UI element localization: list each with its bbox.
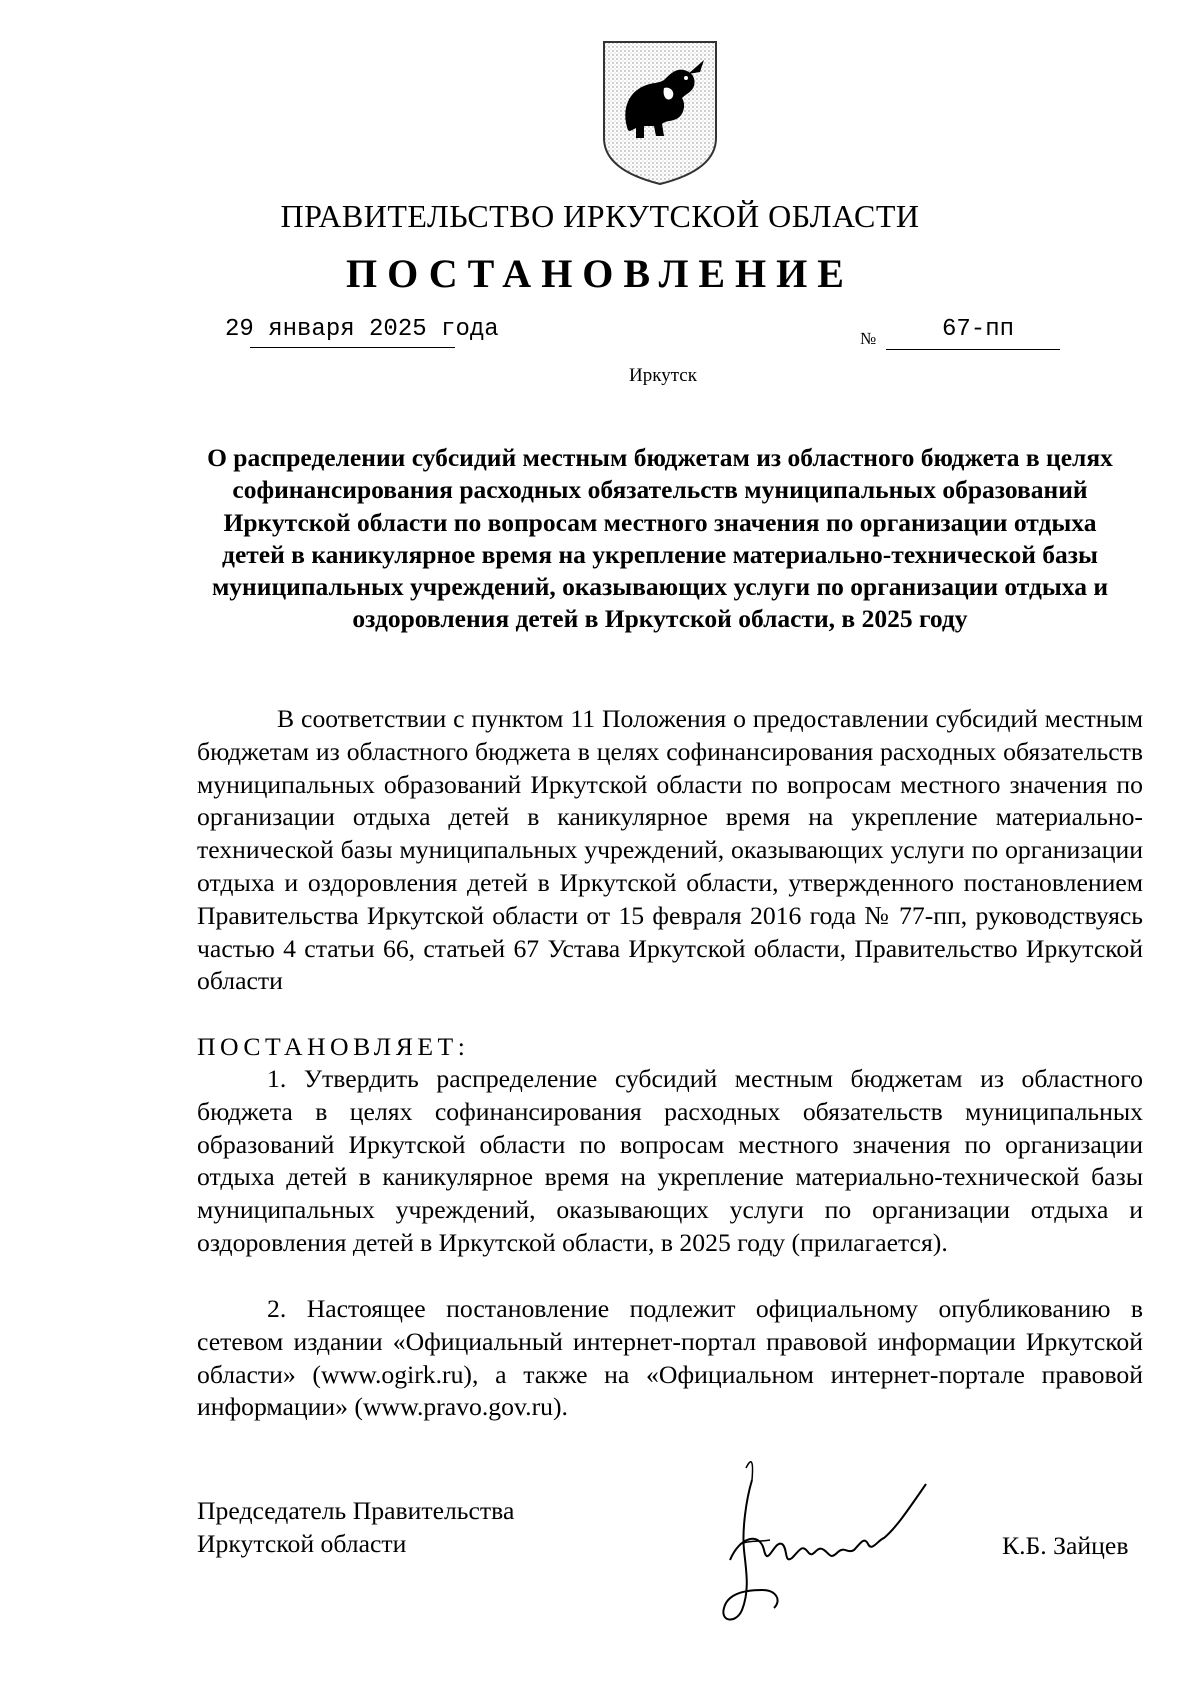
document-type: ПОСТАНОВЛЕНИЕ — [346, 251, 854, 296]
date-underline — [250, 347, 455, 348]
signatory-name: К.Б. Зайцев — [1002, 1531, 1129, 1560]
number-label: № — [860, 329, 877, 348]
government-name: ПРАВИТЕЛЬСТВО ИРКУТСКОЙ ОБЛАСТИ — [280, 198, 920, 234]
number-underline — [886, 349, 1060, 350]
signatory-position — [197, 1494, 514, 1560]
item-2-paragraph: 2. Настоящее постановление подлежит официальному опубликованию в сетевом издании «Официальный интернет-портал правовой информации Иркутской области» (www.ogirk.ru), а также на «Официальном интернет-портале правовой информации» (www.pravo.gov.ru). — [197, 1294, 1143, 1422]
item-1-paragraph: 1. Утвердить распределение субсидий местным бюджетам из областного бюджета в целях софинансирования расходных обязательств муниципальных образований Иркутской области по вопросам местного значения по организации отдыха детей в каникулярное время на укрепление материально-технической базы муниципальных учреждений, оказывающих услуги по организации отдыха и оздоровления детей в Иркутской области, в 2025 году (прилагается). — [197, 1064, 1143, 1257]
decree-number: 67-пп — [942, 316, 1015, 343]
handwritten-signature-icon — [690, 1440, 980, 1640]
decree-title: О распределении субсидий местным бюджетам из областного бюджета в целях софинансирования расходных обязательств муниципальных образований Иркутской области по вопросам местного значения по организации отдыха детей в каникулярное время на укрепление материально-технической базы муниципальных учреждений, оказывающих услуги по организации отдыха и оздоровления детей в Иркутской области, в 2025 году — [207, 443, 1113, 634]
position-line-1: Председатель Правительства — [197, 1496, 515, 1525]
decree-date: 29 января 2025 года — [225, 316, 499, 343]
city: Иркутск — [629, 365, 697, 386]
position-line-2: Иркутской области — [197, 1529, 407, 1558]
resolves-heading: ПОСТАНОВЛЯЕТ: — [197, 1032, 470, 1061]
intro-paragraph: В соответствии с пунктом 11 Положения о предоставлении субсидий местным бюджетам из областного бюджета в целях софинансирования расходных обязательств муниципальных образований Иркутской области по вопросам местного значения по организации отдыха детей в каникулярное время на укрепление материально-технической базы муниципальных учреждений, оказывающих услуги по организации отдыха и оздоровления детей в Иркутской области, утвержденного постановлением Правительства Иркутской области от 15 февраля 2016 года № 77-пп, руководствуясь частью 4 статьи 66, статьей 67 Устава Иркутской области, Правительство Иркутской области — [197, 704, 1143, 996]
coat-of-arms-icon — [600, 38, 720, 188]
